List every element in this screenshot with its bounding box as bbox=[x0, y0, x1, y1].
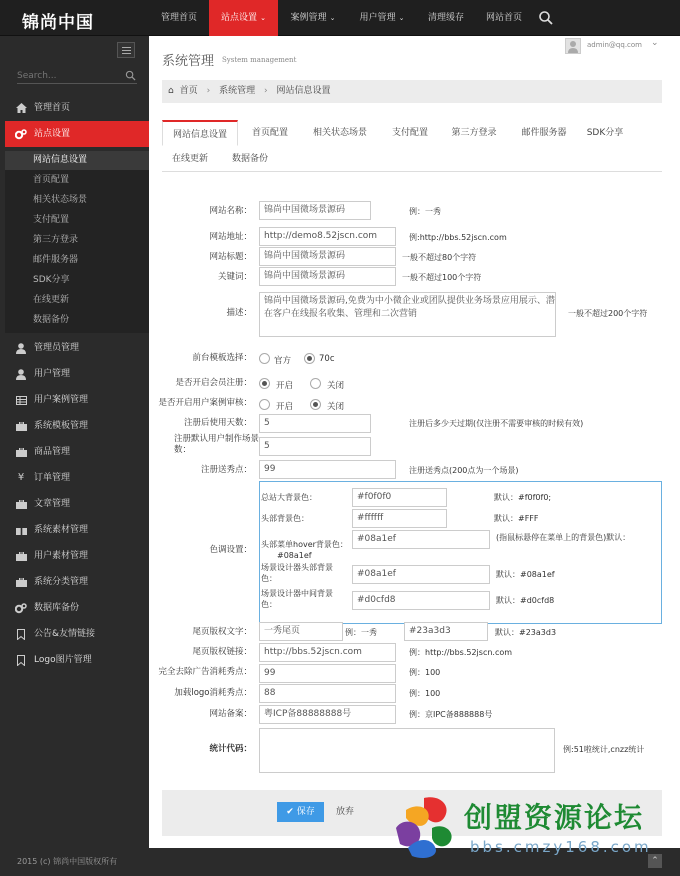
sidebar-subitem-payment[interactable]: 支付配置 bbox=[33, 215, 70, 225]
search-icon[interactable] bbox=[125, 70, 136, 81]
sidebar-item-site-settings[interactable]: 站点设置 bbox=[5, 121, 149, 147]
footer-link-hint: 例：http://bbs.52jscn.com bbox=[409, 648, 513, 657]
breadcrumb-current: 网站信息设置 bbox=[276, 86, 331, 96]
sidebar-subitem-online-update[interactable]: 在线更新 bbox=[33, 295, 70, 305]
days-hint: 注册后多少天过期(仅注册不需要审核的时候有效) bbox=[409, 419, 584, 428]
reg-points-input[interactable]: 99 bbox=[259, 460, 396, 479]
briefcase-icon bbox=[15, 491, 27, 517]
member-reg-label: 是否开启会员注册： bbox=[175, 378, 252, 388]
breadcrumb-home[interactable]: 首页 bbox=[179, 86, 198, 96]
color-header-input[interactable]: #ffffff bbox=[352, 509, 447, 528]
reg-points-label: 注册送秀点： bbox=[200, 465, 252, 475]
chevron-down-icon: ⌄ bbox=[398, 14, 405, 22]
site-title-hint: 一般不超过80个字符 bbox=[402, 253, 477, 262]
user-icon bbox=[15, 361, 27, 387]
member-reg-radio-off[interactable] bbox=[310, 378, 321, 389]
nav-clear-cache[interactable]: 清理缓存 bbox=[427, 13, 464, 23]
remove-ads-input[interactable]: 99 bbox=[259, 664, 396, 683]
template-radio-official[interactable] bbox=[259, 353, 270, 364]
briefcase-icon bbox=[15, 413, 27, 439]
bookmark-icon bbox=[15, 647, 27, 673]
bookmark-icon bbox=[15, 621, 27, 647]
sidebar-item-logo-images[interactable]: Logo图片管理 bbox=[5, 647, 149, 673]
color-bg-input[interactable]: #f0f0f0 bbox=[352, 488, 447, 507]
sidebar-item-user-mgmt[interactable]: 用户管理 bbox=[5, 361, 149, 387]
page-subtitle: System management bbox=[222, 56, 297, 64]
description-hint: 一般不超过200个字符 bbox=[568, 309, 648, 318]
page-title: 系统管理 bbox=[162, 54, 215, 69]
remove-ads-label: 完全去除广告消耗秀点： bbox=[158, 667, 252, 677]
sidebar-item-system-assets[interactable]: 系统素材管理 bbox=[5, 517, 149, 543]
color-hover-hint: (指鼠标悬停在菜单上的背景色)默认： bbox=[496, 533, 631, 542]
footer-text-input[interactable]: 一秀尾页 bbox=[259, 622, 343, 641]
main-panel bbox=[149, 36, 680, 848]
sidebar-item-category-mgmt[interactable]: 系统分类管理 bbox=[5, 569, 149, 595]
sidebar-subitem-sdk-share[interactable]: SDK分享 bbox=[33, 275, 70, 285]
tab-mail-server[interactable]: 邮件服务器 bbox=[521, 128, 567, 138]
sidebar-subitem-mail-server[interactable]: 邮件服务器 bbox=[33, 255, 79, 265]
sidebar-subitem-data-backup[interactable]: 数据备份 bbox=[33, 315, 70, 325]
sidebar-subitem-third-party-login[interactable]: 第三方登录 bbox=[33, 235, 79, 245]
tab-data-backup[interactable]: 数据备份 bbox=[231, 154, 268, 164]
tab-payment[interactable]: 支付配置 bbox=[391, 128, 428, 138]
site-title-input[interactable]: 锦尚中国微场景源码 bbox=[259, 247, 396, 266]
user-menu[interactable] bbox=[565, 36, 680, 58]
yen-icon: ¥ bbox=[17, 472, 25, 483]
user-review-option-on: 开启 bbox=[276, 402, 294, 412]
tab-status-scenes[interactable]: 相关状态场景 bbox=[312, 128, 367, 138]
default-scenes-input[interactable]: 5 bbox=[259, 437, 371, 456]
color-bg-label: 总站大背景色： bbox=[261, 493, 317, 502]
briefcase-icon bbox=[15, 569, 27, 595]
days-input[interactable]: 5 bbox=[259, 414, 371, 433]
tab-home-config[interactable]: 首页配置 bbox=[251, 128, 288, 138]
sidebar-subitem-site-info[interactable]: 网站信息设置 bbox=[5, 151, 149, 170]
reg-points-hint: 注册送秀点(200点为一个场景) bbox=[409, 466, 519, 475]
default-scenes-label: 注册默认用户制作场景数： bbox=[174, 434, 260, 455]
color-designer-middle-label: 场景设计器中间背景色： bbox=[261, 589, 333, 609]
tab-sdk-share[interactable]: SDK分享 bbox=[586, 128, 624, 138]
footer-color-input[interactable]: #23a3d3 bbox=[404, 622, 488, 641]
keywords-hint: 一般不超过100个字符 bbox=[402, 273, 482, 282]
remove-ads-hint: 例：100 bbox=[409, 668, 441, 677]
watermark bbox=[388, 792, 668, 862]
color-designer-header-hint: 默认：#08a1ef bbox=[496, 570, 555, 579]
sidebar-item-article-mgmt[interactable]: 文章管理 bbox=[5, 491, 149, 517]
color-designer-header-label: 场景设计器头部背景色： bbox=[261, 563, 333, 583]
sidebar-item-template-mgmt[interactable]: 系统模板管理 bbox=[5, 413, 149, 439]
template-label: 前台模板选择： bbox=[192, 353, 252, 363]
nav-home[interactable]: 管理首页 bbox=[160, 13, 197, 23]
footer-link-input[interactable]: http://bbs.52jscn.com bbox=[259, 643, 396, 662]
footer-text-label: 尾页版权文字： bbox=[192, 627, 252, 637]
check-icon: ✔ bbox=[286, 807, 297, 817]
save-button[interactable]: ✔ 保存 bbox=[277, 802, 324, 822]
stats-textarea[interactable] bbox=[259, 728, 555, 773]
color-settings-box bbox=[259, 481, 662, 624]
avatar bbox=[565, 38, 581, 54]
color-designer-middle-input[interactable]: #d0cfd8 bbox=[352, 591, 490, 610]
color-header-hint: 默认：#FFF bbox=[494, 514, 539, 523]
color-hover-input[interactable]: #08a1ef bbox=[352, 530, 490, 549]
icp-input[interactable]: 粤ICP备88888888号 bbox=[259, 705, 396, 724]
site-name-input[interactable]: 锦尚中国微场景源码 bbox=[259, 201, 371, 220]
color-designer-middle-hint: 默认：#d0cfd8 bbox=[496, 596, 555, 605]
nav-site-settings[interactable]: 站点设置 ⌄ bbox=[209, 0, 278, 36]
description-textarea[interactable]: 锦尚中国微场景源码,免费为中小微企业或团队提供业务场景应用展示、潜在客户在线报名收集、管理和二次营销 bbox=[259, 292, 556, 337]
stats-label: 统计代码： bbox=[209, 744, 252, 754]
chevron-right-icon: › bbox=[263, 86, 268, 96]
gift-icon bbox=[15, 517, 27, 543]
menu-toggle-icon[interactable] bbox=[117, 42, 135, 58]
site-url-hint: 例:http://bbs.52jscn.com bbox=[409, 233, 507, 242]
days-label: 注册后使用天数： bbox=[183, 418, 252, 428]
user-icon bbox=[15, 335, 27, 361]
search-input[interactable] bbox=[17, 68, 117, 83]
breadcrumb bbox=[162, 80, 662, 103]
table-icon bbox=[15, 387, 27, 413]
logo-points-label: 加载logo消耗秀点： bbox=[174, 688, 252, 698]
site-name-hint: 例：一秀 bbox=[409, 207, 441, 216]
home-icon: ⌂ bbox=[168, 86, 174, 96]
sidebar-item-home[interactable]: 管理首页 bbox=[5, 95, 149, 121]
nav-users[interactable]: 用户管理 ⌄ bbox=[359, 13, 405, 23]
cancel-button[interactable]: 放弃 bbox=[336, 807, 355, 817]
keywords-label: 关键词： bbox=[217, 272, 252, 282]
tab-site-info[interactable]: 网站信息设置 bbox=[162, 120, 238, 146]
briefcase-icon bbox=[15, 439, 27, 465]
colors-label: 色调设置： bbox=[209, 545, 252, 555]
user-email: admin@qq.com bbox=[587, 41, 642, 49]
color-hover-value-text: #08a1ef bbox=[277, 551, 312, 560]
user-review-radio-on[interactable] bbox=[259, 399, 270, 410]
color-bg-hint: 默认：#f0f0f0; bbox=[494, 493, 552, 502]
settings-tabs bbox=[162, 120, 662, 172]
chevron-down-icon: ⌄ bbox=[260, 14, 266, 22]
chevron-up-icon[interactable]: ⌃ bbox=[648, 854, 662, 868]
stats-hint: 例:51啦统计,cnzz统计 bbox=[563, 745, 645, 754]
user-review-label: 是否开启用户案例审核： bbox=[158, 398, 252, 408]
color-header-label: 头部背景色： bbox=[261, 514, 309, 523]
breadcrumb-system[interactable]: 系统管理 bbox=[219, 86, 256, 96]
template-option-70c: 70c bbox=[319, 354, 335, 364]
sidebar-item-order-mgmt[interactable]: ¥ 订单管理 bbox=[5, 465, 149, 491]
sidebar-item-user-cases[interactable]: 用户案例管理 bbox=[5, 387, 149, 413]
tab-online-update[interactable]: 在线更新 bbox=[171, 154, 208, 164]
sidebar-search bbox=[17, 68, 137, 84]
sidebar-item-admin-mgmt[interactable]: 管理员管理 bbox=[5, 335, 149, 361]
watermark-url: bbs.cmzy168.com bbox=[470, 838, 652, 856]
sidebar-subitem-home-config[interactable]: 首页配置 bbox=[33, 175, 70, 185]
watermark-text: 创盟资源论坛 bbox=[464, 801, 645, 834]
member-reg-option-on: 开启 bbox=[276, 381, 294, 391]
icp-hint: 例：京IPC备888888号 bbox=[409, 710, 493, 719]
footer-link-label: 尾页版权链接： bbox=[192, 647, 252, 657]
sidebar bbox=[0, 36, 149, 876]
app-logo[interactable]: 锦尚中国 bbox=[22, 13, 94, 33]
nav-cases[interactable]: 案例管理 ⌄ bbox=[290, 13, 336, 23]
color-designer-header-input[interactable]: #08a1ef bbox=[352, 565, 490, 584]
site-url-input[interactable]: http://demo8.52jscn.com bbox=[259, 227, 396, 246]
sidebar-item-product-mgmt[interactable]: 商品管理 bbox=[5, 439, 149, 465]
home-icon bbox=[15, 95, 27, 121]
footer-color-hint: 默认：#23a3d3 bbox=[495, 628, 557, 637]
logo-points-hint: 例：100 bbox=[409, 689, 441, 698]
member-reg-radio-on[interactable] bbox=[259, 378, 270, 389]
watermark-logo-icon bbox=[388, 792, 460, 860]
site-name-label: 网站名称： bbox=[209, 206, 252, 216]
sidebar-item-user-assets[interactable]: 用户素材管理 bbox=[5, 543, 149, 569]
description-label: 描述： bbox=[226, 308, 252, 318]
top-navbar bbox=[0, 0, 680, 36]
chevron-right-icon: › bbox=[206, 86, 211, 96]
sidebar-submenu bbox=[5, 151, 149, 333]
chevron-down-icon: ⌄ bbox=[329, 14, 336, 22]
member-reg-option-off: 关闭 bbox=[327, 381, 345, 391]
search-icon[interactable] bbox=[538, 10, 554, 26]
gears-icon bbox=[15, 121, 27, 147]
gears-icon bbox=[15, 595, 27, 621]
copyright-text: 2015 (c) 锦尚中国版权所有 bbox=[17, 857, 118, 866]
sidebar-item-db-backup[interactable]: 数据库备份 bbox=[5, 595, 149, 621]
logo-points-input[interactable]: 88 bbox=[259, 684, 396, 703]
nav-site-home[interactable]: 网站首页 bbox=[485, 13, 522, 23]
user-review-radio-off[interactable] bbox=[310, 399, 321, 410]
template-radio-70c[interactable] bbox=[304, 353, 315, 364]
keywords-input[interactable]: 锦尚中国微场景源码 bbox=[259, 267, 396, 286]
template-option-official: 官方 bbox=[274, 356, 292, 366]
sidebar-subitem-status-scenes[interactable]: 相关状态场景 bbox=[33, 195, 88, 205]
briefcase-icon bbox=[15, 543, 27, 569]
color-hover-label: 头部菜单hover背景色： bbox=[261, 540, 348, 549]
footer-text-hint: 例：一秀 bbox=[345, 628, 377, 637]
tab-third-party-login[interactable]: 第三方登录 bbox=[451, 128, 497, 138]
site-url-label: 网站地址： bbox=[209, 232, 252, 242]
sidebar-item-announcements[interactable]: 公告&友情链接 bbox=[5, 621, 149, 647]
user-review-option-off: 关闭 bbox=[327, 402, 345, 412]
site-title-label: 网站标题： bbox=[209, 252, 252, 262]
icp-label: 网站备案： bbox=[209, 709, 252, 719]
chevron-down-icon: ⌄ bbox=[651, 38, 659, 48]
